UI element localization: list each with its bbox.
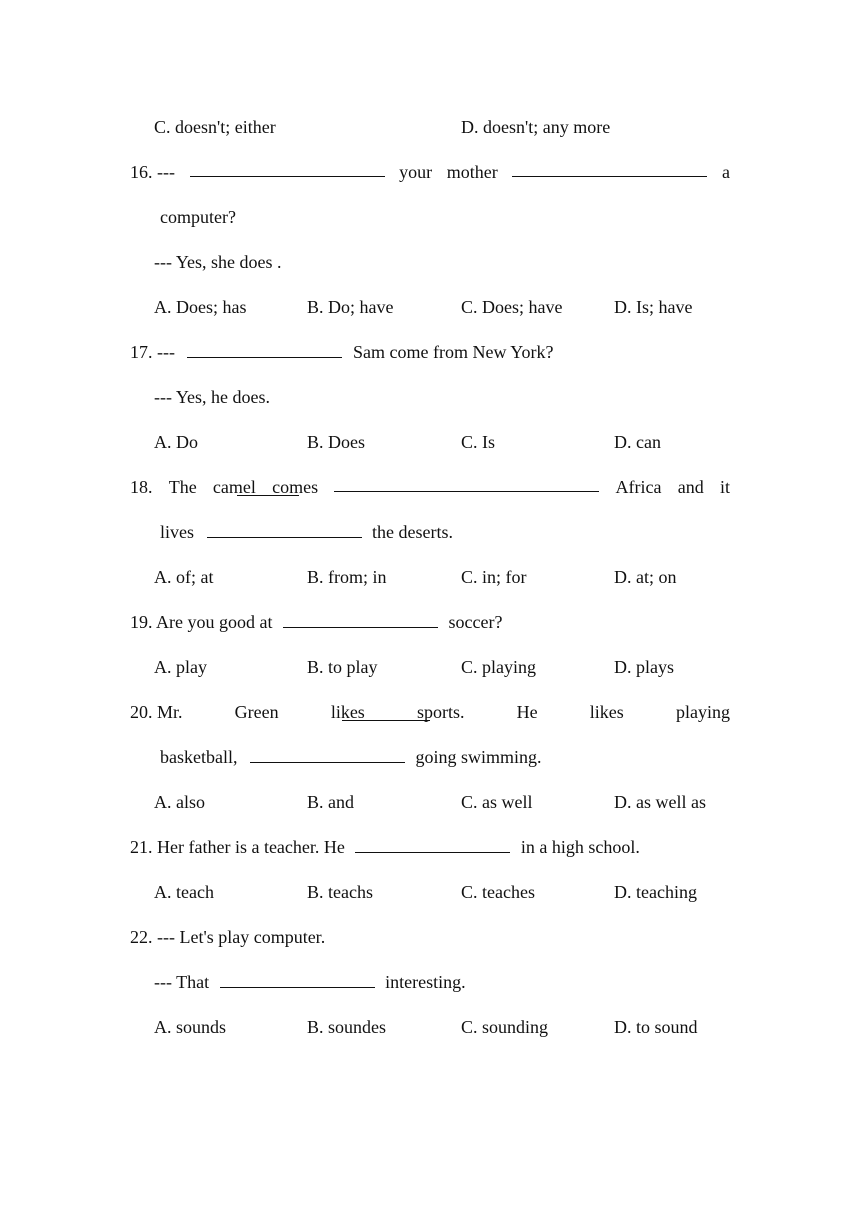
question-word: camel — [212, 477, 256, 497]
stray-underline — [237, 495, 299, 496]
question-word: Green — [234, 702, 279, 722]
question-20 — [130, 700, 730, 724]
option-b: B. and — [307, 792, 354, 812]
question-number: 18. — [130, 477, 153, 497]
option-b: B. soundes — [307, 1017, 387, 1037]
question-text: interesting. — [385, 972, 466, 992]
stray-underline — [342, 720, 430, 721]
option-c: C. playing — [461, 657, 536, 677]
answer-blank — [334, 475, 599, 492]
option-b: B. to play — [307, 657, 378, 677]
option-d: D. can — [614, 432, 661, 452]
question-word: Africa — [615, 477, 662, 497]
answer-blank — [512, 160, 707, 177]
question-16-continuation: computer? — [160, 207, 236, 227]
answer-blank — [207, 521, 362, 538]
question-word: it — [719, 477, 730, 497]
question-22: 22. --- Let's play computer. — [130, 927, 326, 947]
answer-blank — [250, 746, 405, 763]
question-text: 21. Her father is a teacher. He — [130, 837, 345, 857]
question-text: going swimming. — [415, 747, 542, 767]
option-d: D. at; on — [614, 567, 677, 587]
question-text: Sam come from New York? — [352, 342, 554, 362]
option-d: D. doesn't; any more — [461, 117, 611, 137]
question-19 — [130, 610, 502, 634]
option-d: D. to sound — [614, 1017, 698, 1037]
question-number: 17. --- — [130, 342, 175, 362]
question-word: comes — [272, 477, 319, 497]
question-word: mother — [446, 162, 498, 182]
question-word: He — [516, 702, 538, 722]
answer-blank — [355, 836, 510, 853]
question-text: --- That — [154, 972, 210, 992]
option-c: C. as well — [461, 792, 533, 812]
answer-blank — [283, 611, 438, 628]
option-b: B. teachs — [307, 882, 373, 902]
question-word: and — [677, 477, 704, 497]
option-c: C. sounding — [461, 1017, 549, 1037]
option-a: A. sounds — [154, 1017, 227, 1037]
answer-blank — [190, 160, 385, 177]
option-a: A. play — [154, 657, 207, 677]
option-c: C. doesn't; either — [154, 117, 276, 137]
option-c: C. Does; have — [461, 297, 563, 317]
question-word: a — [721, 162, 730, 182]
question-16-answer: --- Yes, she does . — [154, 252, 282, 272]
option-b: B. from; in — [307, 567, 387, 587]
option-b: B. Do; have — [307, 297, 394, 317]
option-d: D. plays — [614, 657, 674, 677]
question-text: 19. Are you good at — [130, 612, 273, 632]
answer-blank — [220, 971, 375, 988]
option-a: A. teach — [154, 882, 214, 902]
question-word: playing — [675, 702, 730, 722]
question-word: your — [399, 162, 433, 182]
question-17-answer: --- Yes, he does. — [154, 387, 270, 407]
option-a: A. also — [154, 792, 205, 812]
question-number: 16. --- — [130, 162, 175, 182]
question-20-continuation — [160, 745, 542, 769]
question-word: sports. — [416, 702, 465, 722]
question-word: 20. Mr. — [130, 702, 183, 722]
option-c: C. Is — [461, 432, 496, 452]
question-22-response — [154, 970, 466, 994]
question-text: basketball, — [160, 747, 238, 767]
question-word: likes — [330, 702, 365, 722]
option-c: C. in; for — [461, 567, 527, 587]
question-21 — [130, 835, 640, 859]
option-d: D. Is; have — [614, 297, 693, 317]
question-text: in a high school. — [520, 837, 640, 857]
question-18-continuation — [160, 520, 453, 544]
question-16 — [130, 160, 730, 184]
option-d: D. as well as — [614, 792, 706, 812]
question-text: the deserts. — [372, 522, 453, 542]
option-a: A. Does; has — [154, 297, 247, 317]
option-c: C. teaches — [461, 882, 535, 902]
option-d: D. teaching — [614, 882, 697, 902]
question-17 — [130, 340, 553, 364]
answer-blank — [187, 341, 342, 358]
question-text: soccer? — [448, 612, 503, 632]
option-a: A. Do — [154, 432, 198, 452]
question-word: likes — [589, 702, 624, 722]
option-b: B. Does — [307, 432, 365, 452]
option-a: A. of; at — [154, 567, 214, 587]
question-text: lives — [160, 522, 194, 542]
question-18 — [130, 475, 730, 499]
question-word: The — [168, 477, 197, 497]
